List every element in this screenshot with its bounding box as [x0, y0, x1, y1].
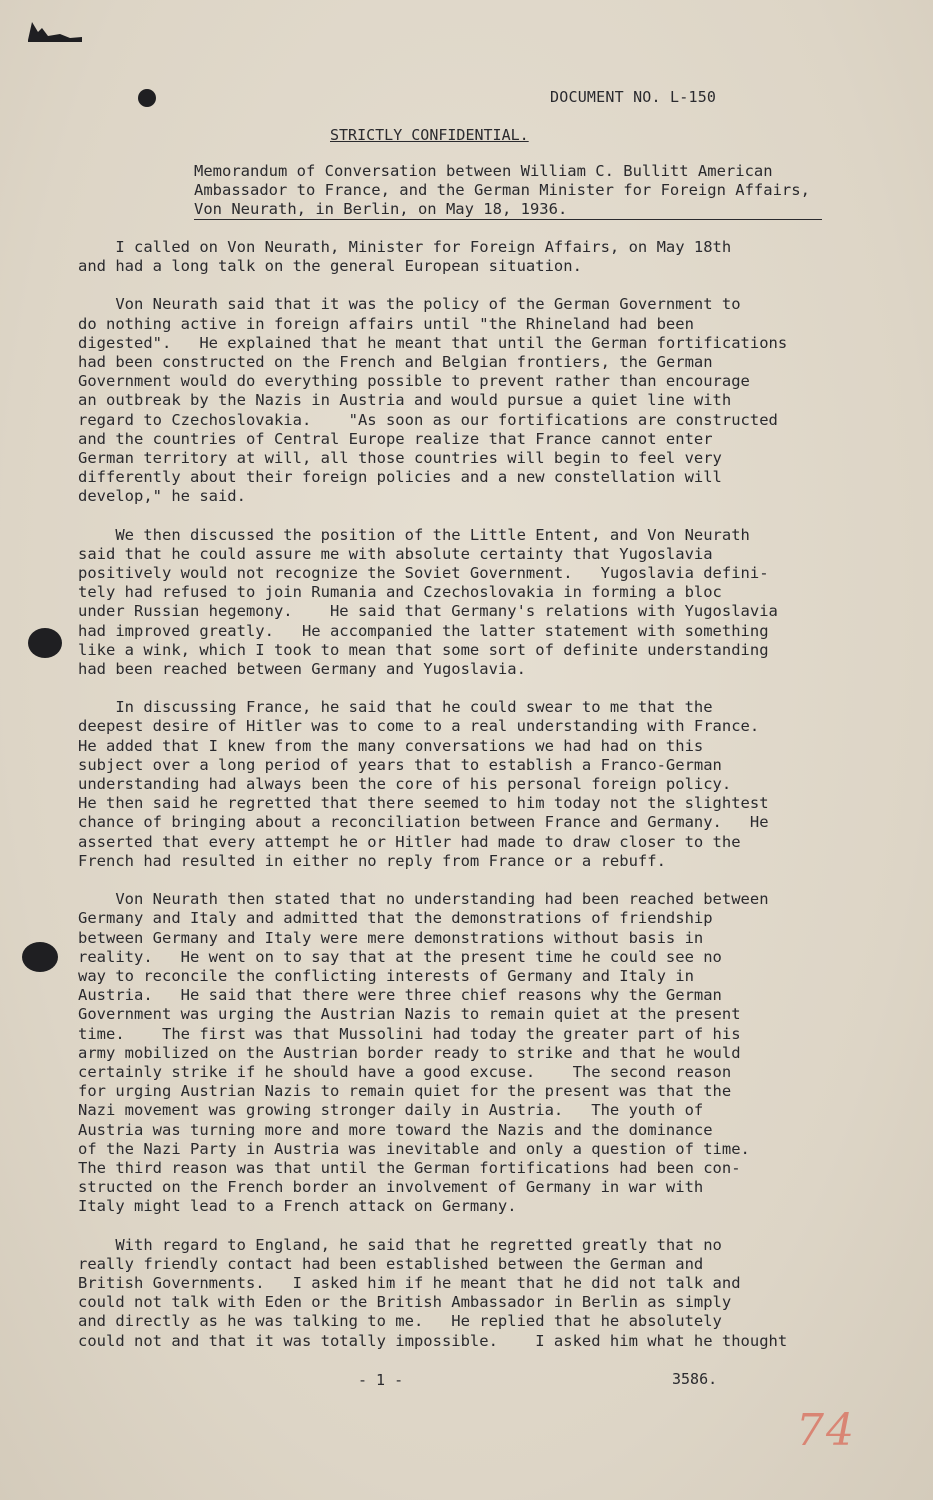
- memo-line: Von Neurath, in Berlin, on May 18, 1936.: [194, 200, 568, 218]
- paragraph-line: In discussing France, he said that he could swear to me that the: [78, 698, 713, 717]
- page-label: - 1 -: [358, 1371, 404, 1389]
- paragraph-line: positively would not recognize the Soviet Government. Yugoslavia defini-: [78, 564, 769, 583]
- paragraph-line: army mobilized on the Austrian border ready to strike and that he would: [78, 1043, 741, 1062]
- punch-hole-icon: [28, 628, 62, 658]
- paragraph-line: Italy might lead to a French attack on Germany.: [78, 1197, 517, 1216]
- paragraph-line: Nazi movement was growing stronger daily in Austria. The youth of: [78, 1101, 704, 1120]
- paragraph-line: Government was urging the Austrian Nazis to remain quiet at the present: [78, 1005, 741, 1024]
- paragraph-line: had been constructed on the French and Belgian frontiers, the German: [78, 353, 713, 372]
- paragraph-line: British Governments. I asked him if he meant that he did not talk and: [78, 1273, 741, 1292]
- paragraph: [78, 295, 818, 506]
- memo-body: [78, 238, 818, 1370]
- paragraph-line: deepest desire of Hitler was to come to a real understanding with France.: [78, 717, 760, 736]
- paragraph-line: certainly strike if he should have a good excuse. The second reason: [78, 1062, 732, 1081]
- page-number: 3586.: [672, 1370, 718, 1388]
- paragraph-line: Austria was turning more and more toward the Nazis and the dominance: [78, 1120, 713, 1139]
- paragraph-line: and had a long talk on the general European situation.: [78, 257, 582, 276]
- paragraph-line: like a wink, which I took to mean that some sort of definite understanding: [78, 640, 769, 659]
- paragraph-line: Von Neurath said that it was the policy of the German Government to: [78, 295, 741, 314]
- punch-hole-icon: [22, 942, 58, 972]
- paragraph-line: He then said he regretted that there seemed to him today not the slightest: [78, 794, 769, 813]
- paragraph-line: I called on Von Neurath, Minister for Foreign Affairs, on May 18th: [78, 238, 732, 256]
- paragraph-line: could not talk with Eden or the British Ambassador in Berlin as simply: [78, 1293, 732, 1312]
- paragraph-line: for urging Austrian Nazis to remain quiet for the present was that the: [78, 1082, 732, 1101]
- paragraph-line: understanding had always been the core of his personal foreign policy.: [78, 775, 732, 794]
- paragraph-line: tely had refused to join Rumania and Czechoslovakia in forming a bloc: [78, 583, 722, 602]
- paragraph-line: regard to Czechoslovakia. "As soon as our fortifications are constructed: [78, 410, 778, 429]
- paragraph-line: subject over a long period of years that to establish a Franco-German: [78, 755, 722, 774]
- paragraph: [78, 698, 818, 871]
- paragraph-line: and directly as he was talking to me. He replied that he absolutely: [78, 1312, 722, 1331]
- paragraph-line: reality. He went on to say that at the present time he could see no: [78, 947, 722, 966]
- paragraph-line: With regard to England, he said that he regretted greatly that no: [78, 1235, 722, 1254]
- corner-mark-icon: [26, 18, 86, 46]
- document-number: DOCUMENT NO. L-150: [550, 88, 717, 106]
- paragraph-line: Germany and Italy and admitted that the demonstrations of friendship: [78, 909, 713, 928]
- paragraph-line: really friendly contact had been established between the German and: [78, 1254, 704, 1273]
- paragraph-line: asserted that every attempt he or Hitler had made to draw closer to the: [78, 832, 741, 851]
- paragraph-line: French had resulted in either no reply from France or a rebuff.: [78, 851, 666, 870]
- paragraph: [78, 890, 818, 1216]
- paragraph-line: structed on the French border an involvement of Germany in war with: [78, 1178, 704, 1197]
- paragraph-line: between Germany and Italy were mere demonstrations without basis in: [78, 928, 704, 947]
- paragraph-line: time. The first was that Mussolini had today the greater part of his: [78, 1024, 741, 1043]
- classification-heading: STRICTLY CONFIDENTIAL.: [330, 126, 529, 144]
- paragraph-line: under Russian hegemony. He said that Germany's relations with Yugoslavia: [78, 602, 778, 621]
- paragraph-line: We then discussed the position of the Little Entent, and Von Neurath: [78, 525, 750, 544]
- paragraph-line: Von Neurath then stated that no understanding had been reached between: [78, 890, 769, 909]
- paragraph-line: differently about their foreign policies and a new constellation will: [78, 468, 722, 487]
- paragraph-line: develop," he said.: [78, 487, 246, 506]
- paragraph-line: said that he could assure me with absolute certainty that Yugoslavia: [78, 544, 713, 563]
- paragraph-line: had been reached between Germany and Yugoslavia.: [78, 660, 526, 679]
- paragraph-line: and the countries of Central Europe realize that France cannot enter: [78, 429, 713, 448]
- punch-hole-icon: [138, 89, 156, 107]
- paragraph-line: could not and that it was totally impossible. I asked him what he thought: [78, 1331, 788, 1350]
- paragraph: [78, 526, 818, 680]
- paragraph-line: had improved greatly. He accompanied the latter statement with something: [78, 621, 769, 640]
- paragraph-line: of the Nazi Party in Austria was inevitable and only a question of time.: [78, 1139, 750, 1158]
- memo-line: Ambassador to France, and the German Minister for Foreign Affairs,: [194, 181, 810, 199]
- paragraph-line: chance of bringing about a reconciliation between France and Germany. He: [78, 813, 769, 832]
- paragraph-line: He added that I knew from the many conversations we had had on this: [78, 736, 704, 755]
- handwritten-number: 74: [796, 1405, 856, 1456]
- paragraph-line: The third reason was that until the German fortifications had been con-: [78, 1158, 741, 1177]
- paragraph-line: Government would do everything possible to prevent rather than encourage: [78, 372, 750, 391]
- paragraph-line: an outbreak by the Nazis in Austria and would pursue a quiet line with: [78, 391, 732, 410]
- paragraph-line: do nothing active in foreign affairs until "the Rhineland had been: [78, 314, 694, 333]
- memo-underline: [194, 219, 822, 220]
- paragraph-line: Austria. He said that there were three chief reasons why the German: [78, 986, 722, 1005]
- paragraph-line: digested". He explained that he meant that until the German fortifications: [78, 333, 788, 352]
- paragraph-line: German territory at will, all those countries will begin to feel very: [78, 449, 722, 468]
- paragraph-line: way to reconcile the conflicting interests of Germany and Italy in: [78, 966, 694, 985]
- memo-line: Memorandum of Conversation between William C. Bullitt American: [194, 162, 773, 180]
- memo-title: [194, 162, 834, 219]
- paragraph: [78, 1236, 818, 1351]
- paragraph: [78, 238, 818, 276]
